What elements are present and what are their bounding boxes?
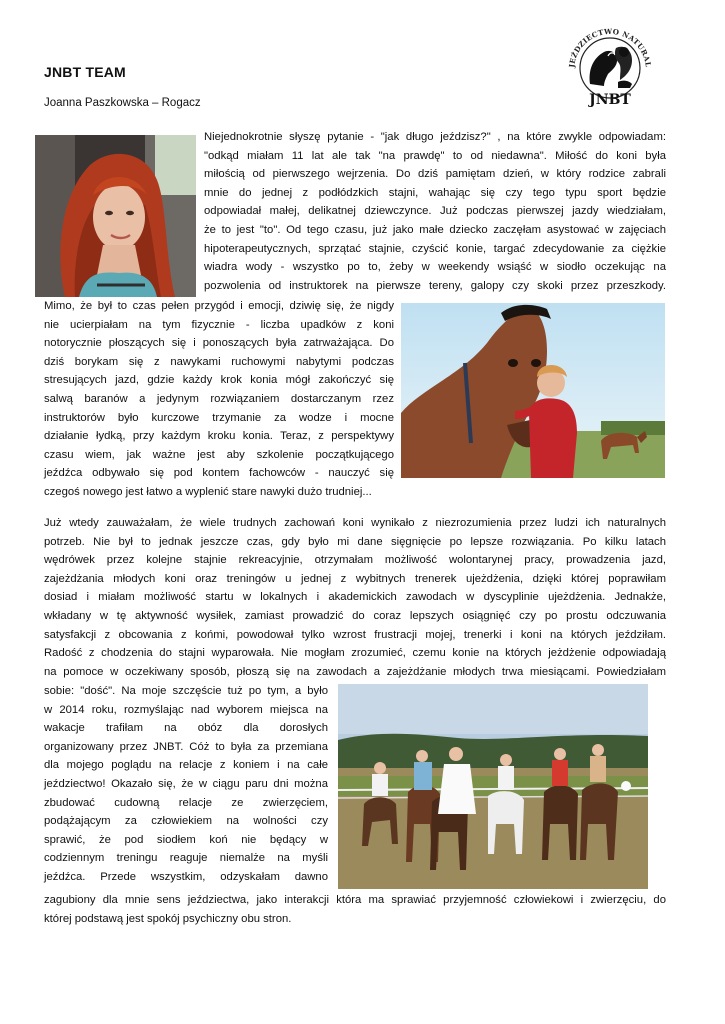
text-line: pozwolenia od instruktorek na pierwsze tereny, galopy czy skoki przez przeszkody. <box>204 279 666 292</box>
paragraph-intro <box>204 128 666 295</box>
text-line: jeździectwo! Okazało się, że w ciągu paru dni można <box>44 777 328 790</box>
horse-and-rider-photo <box>401 303 665 478</box>
text-line: dziś borykam się z nawykami ruchowymi nabytymi podczas <box>44 355 394 368</box>
text-line: "odkąd miałam 11 lat ale tak "na prawdę" to od niedawna". Miłość do koni była <box>204 149 666 162</box>
text-line: dosiad i miałam możliwość startu w lokalnych i akademickich zawodach w dyscyplinie ujeżdżenia. Jednakże, <box>44 591 666 604</box>
text-line: że to jest "to". Od tego czasu, już jako małe dziecko zaczęłam asystować w zajęciach <box>204 223 666 236</box>
paragraph-jnbt-camp <box>44 682 328 887</box>
text-line: stresujących jazd, gdzie każdy krok konia mógł zakończyć się <box>44 374 394 387</box>
paragraph-closing <box>44 891 666 928</box>
text-line: instruktorów było kurczowe trzymanie za wodze i mocne <box>44 411 394 424</box>
text-line: Radość z chodzenia do stajni wyparowała. Nie mogłam zrozumieć, czemu konie na których jeżdżenie odpowiadają <box>44 647 666 660</box>
text-line: miłością od pierwszego wejrzenia. Do dziś pamiętam dzień, w który rodzice zabrali <box>204 168 666 181</box>
text-line: czasu wiem, jak ważne jest aby szkolenie początkującego <box>44 448 394 461</box>
text-line: czegoś nowego jest łatwo a wyplenić stare nawyki dużo trudniej... <box>44 485 372 498</box>
text-line: satysfakcji z obcowania z końmi, powodował tylko wzrost frustracji mojej, trenerki i koni na których jeździłam. <box>44 628 666 641</box>
text-line: odpowiadał małej, delikatnej dziewczynce. Już podczas pierwszej jazdy wiedziałam, <box>204 205 666 218</box>
text-line: wędrówek przez kolejne stajnie rekreacyjnie, otrzymałam możliwość wolontarynej pracy, prowadzenia jazd, <box>44 554 666 567</box>
text-line: zajeżdżania młodych koni oraz treningów u jednej z wybitnych trenerek ujeżdżenia, dzięki której poprawiłam <box>44 572 666 585</box>
text-line: notorycznie płoszących się i ponoszących była zatrważająca. Do <box>44 337 394 350</box>
text-line: hipoterapeutycznych, sprzątać stajnie, czyścić konie, targać zdecydowanie za ciężkie <box>204 242 666 255</box>
text-line: sprawić, że pod siodłem koń nie będący w <box>44 833 328 846</box>
text-line: w 2014 roku, rozmyślając nad wyborem miejsca na <box>44 703 328 716</box>
text-line: podążającym za człowiekiem na wolności czy <box>44 815 328 828</box>
text-line: jeźdźca. Przede wszystkim, odzyskałam dawno <box>44 870 328 883</box>
text-line: Mimo, że był to czas pełen przygód i emocji, dziwię się, że nigdy <box>44 300 394 312</box>
riders-group-photo <box>338 684 648 889</box>
text-line: sobie: "dość". Na moje szczęście tuż po tym, a było <box>44 685 328 697</box>
paragraph-dressage <box>44 514 666 681</box>
logo-letters: JNBT <box>589 92 631 108</box>
page-title: JNBT TEAM <box>44 64 126 80</box>
logo-emblem-icon <box>560 22 660 110</box>
logo-ring-text: JEŹDZIECTWO NATURAL <box>567 26 653 69</box>
text-line: codziennym treningu reaguje niemalże na myśli <box>44 852 328 865</box>
text-line: której podstawą jest spokój psychiczny obu stron. <box>44 912 292 925</box>
text-line: nie ucierpiałam na tym fizycznie - liczba upadków z koni <box>44 318 394 331</box>
text-line: Niejednokrotnie słyszę pytanie - "jak długo jeździsz?" , na które zwykle odpowiadam: <box>204 131 666 143</box>
author-name: Joanna Paszkowska – Rogacz <box>44 97 201 109</box>
text-line: mnie do jednej z podłódzkich stajni, wahając się czy tego typu sport będzie <box>204 186 666 199</box>
text-line: działanie łydką, przy każdym kroku konia. Teraz, z perspektywy <box>44 430 394 443</box>
text-line: wkładany w tę aktywność wysiłek, zamiast prowadzić do coraz lepszych osiągnięć czy po prostu odczuwania <box>44 609 666 622</box>
text-line: zbudować cudowną relacje ze zwierzęciem, <box>44 796 328 809</box>
text-line: potrzeb. Nie był to jednak jeszcze czas, gdy było mi dane sięgnięcie po lepsze rozwiązania. Po kilku latach <box>44 535 666 548</box>
paragraph-early-years <box>44 297 394 502</box>
text-line: salwą baranów a jedynym rozwiązaniem dostarczanym rzez <box>44 392 394 405</box>
text-line: Już wtedy zauważałam, że wiele trudnych zachowań koni wynikało z niezrozumienia przez ludzi ich naturalnych <box>44 517 666 529</box>
text-line: dla mojego poglądu na relacje z koniem i na całe <box>44 759 328 772</box>
text-line: na pomoce w oczekiwany sposób, płoszą się na zawodach a zajeżdżanie młodych trwa miesiącami. Powiedziałam <box>44 665 666 678</box>
text-line: wiadra wody - wszystko po to, żeby w weekendy wsiąść w siodło oczekując na <box>204 261 666 274</box>
portrait-photo <box>35 135 196 297</box>
jnbt-logo <box>560 22 660 110</box>
text-line: zagubiony dla mnie sens jeździectwa, jako interakcji która ma sprawiać przyjemność człowiekowi i zwierzęciu, do <box>44 894 666 906</box>
text-line: wakacje trafiłam na obóz dla dorosłych <box>44 722 328 735</box>
text-line: organizowany przez JNBT. Cóż to była za przemiana <box>44 740 328 753</box>
text-line: jeźdźca odbywało się pod kontem fachowców - nauczyć się <box>44 467 394 480</box>
